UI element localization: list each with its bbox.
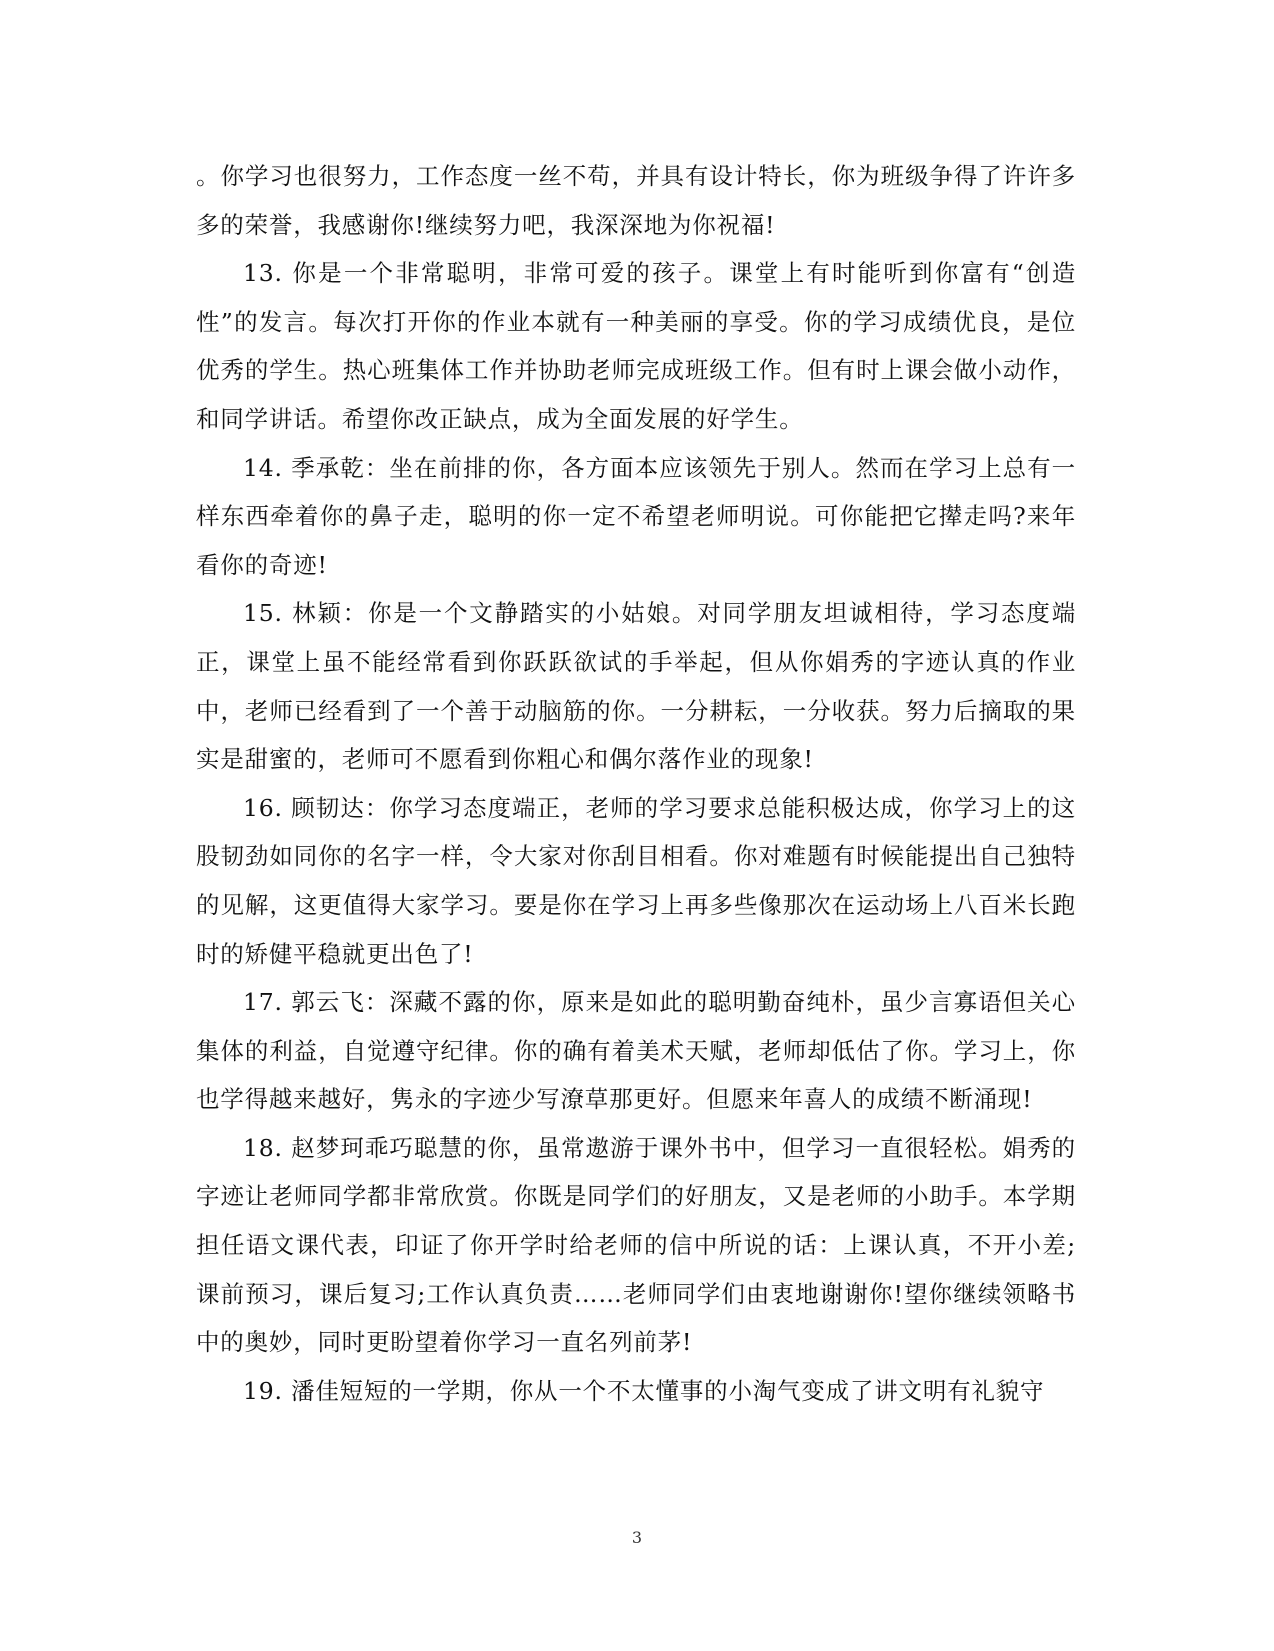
paragraph-15: 15. 林颖：你是一个文静踏实的小姑娘。对同学朋友坦诚相待，学习态度端正，课堂上虽不能经常看到你跃跃欲试的手举起，但从你娟秀的字迹认真的作业中，老师已经看到了一个善于动脑筋的你。一分耕耘，一分收获。努力后摘取的果实是甜蜜的，老师可不愿看到你粗心和偶尔落作业的现象! <box>196 599 1076 774</box>
paragraph-14: 14. 季承乾：坐在前排的你，各方面本应该领先于别人。然而在学习上总有一样东西牵着你的鼻子走，聪明的你一定不希望老师明说。可你能把它撵走吗?来年看你的奇迹! <box>196 453 1076 579</box>
paragraph-17: 17. 郭云飞：深藏不露的你，原来是如此的聪明勤奋纯朴，虽少言寡语但关心集体的利益，自觉遵守纪律。你的确有着美术天赋，老师却低估了你。学习上，你也学得越来越好，隽永的字迹少写潦草那更好。但愿来年喜人的成绩不断涌现! <box>196 988 1076 1114</box>
document-body <box>196 152 1076 1415</box>
paragraph-19: 19. 潘佳短短的一学期，你从一个不太懂事的小淘气变成了讲文明有礼貌守 <box>243 1376 1045 1405</box>
paragraph-12-continued: 。你学习也很努力，工作态度一丝不苟，并具有设计特长，你为班级争得了许许多多的荣誉，我感谢你!继续努力吧，我深深地为你祝福! <box>196 162 1076 239</box>
paragraph-13: 13. 你是一个非常聪明，非常可爱的孩子。课堂上有时能听到你富有“创造性”的发言。每次打开你的作业本就有一种美丽的享受。你的学习成绩优良，是位优秀的学生。热心班集体工作并协助老师完成班级工作。但有时上课会做小动作，和同学讲话。希望你改正缺点，成为全面发展的好学生。 <box>196 259 1076 433</box>
page-number: 3 <box>631 1528 643 1547</box>
paragraph-16: 16. 顾韧达：你学习态度端正，老师的学习要求总能积极达成，你学习上的这股韧劲如同你的名字一样，令大家对你刮目相看。你对难题有时候能提出自己独特的见解，这更值得大家学习。要是你在学习上再多些像那次在运动场上八百米长跑时的矫健平稳就更出色了! <box>196 793 1076 968</box>
paragraph-18: 18. 赵梦珂乖巧聪慧的你，虽常遨游于课外书中，但学习一直很轻松。娟秀的字迹让老师同学都非常欣赏。你既是同学们的好朋友，又是老师的小助手。本学期担任语文课代表，印证了你开学时给老师的信中所说的话：上课认真，不开小差;课前预习，课后复习;工作认真负责……老师同学们由衷地谢谢你!望你继续领略书中的奥妙，同时更盼望着你学习一直名列前茅! <box>196 1133 1076 1357</box>
